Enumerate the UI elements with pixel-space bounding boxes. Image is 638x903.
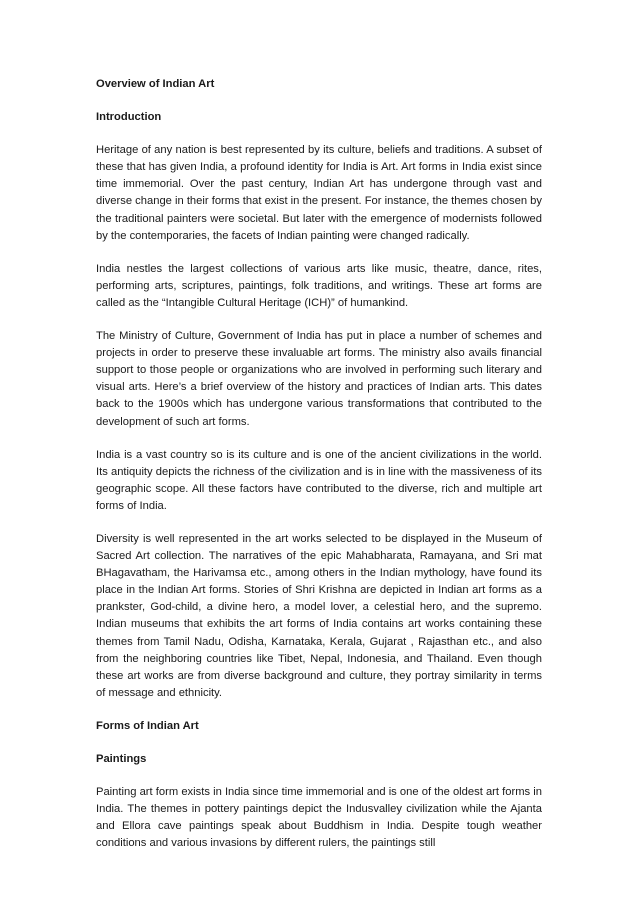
intro-paragraph-5: Diversity is well represented in the art works selected to be displayed in the Museum of Sacred Art collection. The narratives of the epic Mahabharata, Ramayana, and Sri mat BHagavatham, the Harivamsa etc., among others in the Indian mythology, have found its place in the Indian Art forms. Stories of Shri Krishna are depicted in Indian art forms as a prankster, God-child, a divine hero, a model lover, a celestial hero, and the supremo. Indian museums that exhibits the art forms of India contains art works containing these themes from Tamil Nadu, Odisha, Karnataka, Kerala, Gujarat , Rajasthan etc., and also from the neighboring countries like Tibet, Nepal, Indonesia, and Thailand. Even though these art works are from diverse background and culture, they portray similarity in terms of message and ethnicity. bbox=[96, 532, 542, 699]
document-title: Overview of Indian Art bbox=[96, 78, 215, 90]
intro-paragraph-1: Heritage of any nation is best represented by its culture, beliefs and traditions. A subset of these that has given India, a profound identity for India is Art. Art forms in India exist since time immemorial. Over the past century, Indian Art has undergone through vast and diverse change in their forms that exist in the present. For instance, the themes chosen by the traditional painters were societal. But later with the emergence of modernists followed by the contemporaries, the facets of Indian painting were changed radically. bbox=[96, 144, 542, 242]
intro-paragraph-2: India nestles the largest collections of various arts like music, theatre, dance, rites, performing arts, scriptures, paintings, folk traditions, and writings. These art forms are called as the “Intangible Cultural Heritage (ICH)” of humankind. bbox=[96, 262, 542, 309]
intro-paragraph-4: India is a vast country so is its culture and is one of the ancient civilizations in the world. Its antiquity depicts the richness of the civilization and is in line with the massiveness of its geographic scope. All these factors have contributed to the diverse, rich and multiple art forms of India. bbox=[96, 448, 542, 512]
document-page bbox=[96, 76, 542, 868]
intro-paragraph-3: The Ministry of Culture, Government of India has put in place a number of schemes and projects in order to preserve these invaluable art forms. The ministry also avails financial support to those people or organizations who are involved in performing such literary and visual arts. Here’s a brief overview of the history and practices of Indian arts. This dates back to the 1900s which has undergone various transformations that contributed to the development of such art forms. bbox=[96, 330, 542, 428]
paintings-heading: Paintings bbox=[96, 753, 147, 765]
introduction-heading: Introduction bbox=[96, 111, 162, 124]
forms-of-indian-art-heading: Forms of Indian Art bbox=[96, 719, 199, 732]
paintings-paragraph: Painting art form exists in India since time immemorial and is one of the oldest art forms in India. The themes in pottery paintings depict the Indusvalley civilization while the Ajanta and Ellora cave paintings speak about Buddhism in India. Despite tough weather conditions and various invasions by different rulers, the paintings still bbox=[96, 786, 542, 850]
